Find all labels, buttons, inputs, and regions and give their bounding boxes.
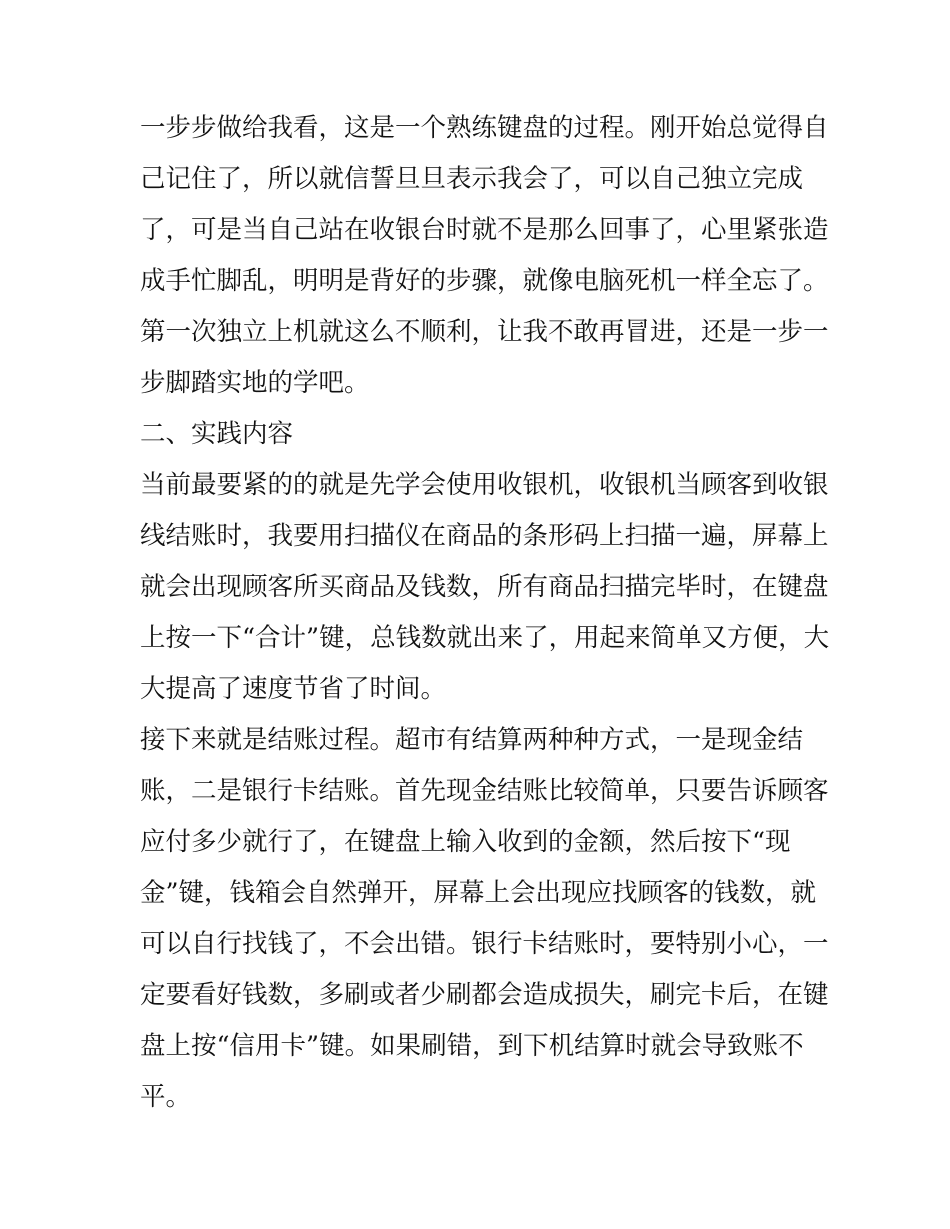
text-line: 一步步做给我看，这是一个熟练键盘的过程。刚开始总觉得自 [140,113,829,143]
text-line: 大提高了速度节省了时间。 [140,674,447,704]
text-line: 定要看好钱数，多刷或者少刷都会造成损失，刷完卡后，在键 [140,980,829,1010]
text-line: 平。 [140,1082,192,1112]
text-line: 就会出现顾客所买商品及钱数，所有商品扫描完毕时，在键盘 [140,572,829,602]
text-line: 接下来就是结账过程。超市有结算两种种方式，一是现金结 [140,725,804,755]
text-line: 金”键，钱箱会自然弹开，屏幕上会出现应找顾客的钱数，就 [140,878,817,908]
text-line: 当前最要紧的的就是先学会使用收银机，收银机当顾客到收银 [140,470,829,500]
text-line: 己记住了，所以就信誓旦旦表示我会了，可以自己独立完成 [140,164,804,194]
text-line: 步脚踏实地的学吧。 [140,368,370,398]
section-heading: 二、实践内容 [140,419,294,449]
text-line: 线结账时，我要用扫描仪在商品的条形码上扫描一遍，屏幕上 [140,521,829,551]
text-line: 第一次独立上机就这么不顺利，让我不敢再冒进，还是一步一 [140,317,829,347]
text-line: 成手忙脚乱，明明是背好的步骤，就像电脑死机一样全忘了。 [140,266,829,296]
text-line: 上按一下“合计”键，总钱数就出来了，用起来简单又方便，大 [140,623,830,653]
text-line: 应付多少就行了，在键盘上输入收到的金额，然后按下“现 [140,827,791,857]
text-line: 了，可是当自己站在收银台时就不是那么回事了，心里紧张造 [140,215,829,245]
text-line: 账，二是银行卡结账。首先现金结账比较简单，只要告诉顾客 [140,776,829,806]
text-line: 可以自行找钱了，不会出错。银行卡结账时，要特别小心，一 [140,929,829,959]
text-line: 盘上按“信用卡”键。如果刷错，到下机结算时就会导致账不 [140,1031,804,1061]
